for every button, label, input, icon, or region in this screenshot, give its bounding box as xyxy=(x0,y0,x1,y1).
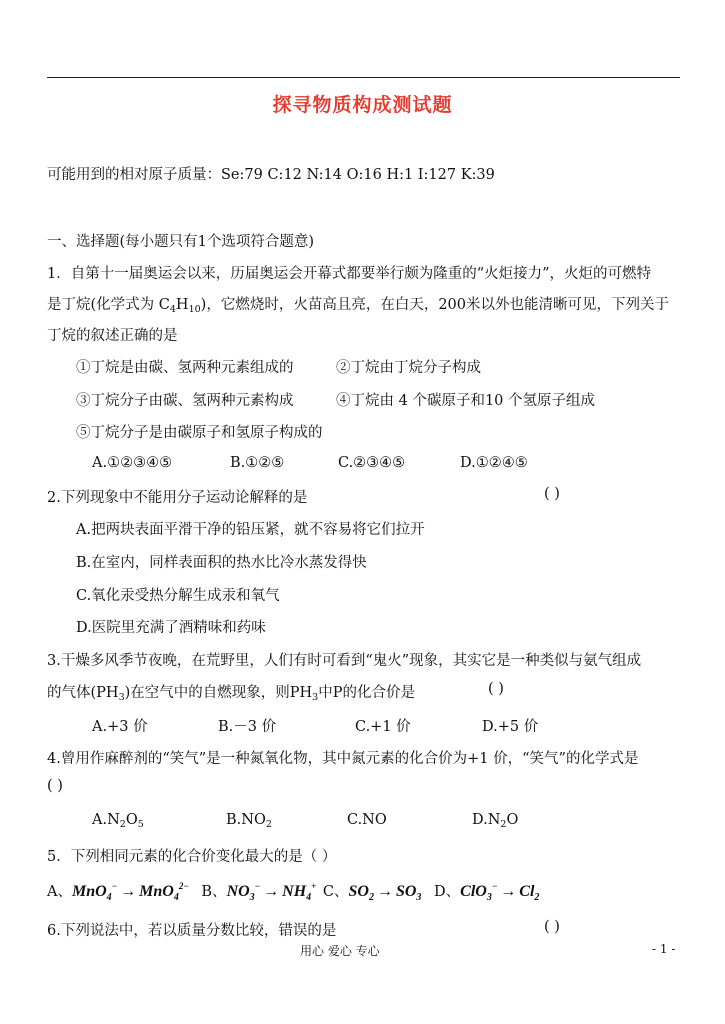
q1-option-a[interactable]: A.①②③④⑤ xyxy=(92,455,173,471)
q1-statement-4: ④丁烷由 4 个碳原子和10 个氢原子组成 xyxy=(336,393,596,409)
q3-line1: 3.干燥多风季节夜晚，在荒野里，人们有时可看到“鬼火”现象，其实它是一种类似与氨气组成 xyxy=(47,653,642,669)
page-number: - 1 - xyxy=(652,942,676,956)
q1-option-b[interactable]: B.①②⑤ xyxy=(230,455,285,471)
arrow-icon: → xyxy=(263,883,280,900)
q3-option-a[interactable]: A.+3 价 xyxy=(92,719,148,735)
q4-option-a[interactable]: $A.N_2O_5$ xyxy=(92,812,144,830)
q4-option-c[interactable]: C.NO xyxy=(347,812,387,828)
q1-line2: 是丁烷(化学式为 $C_4H_{10}$)，它燃烧时，火苗高且亮，在白天，200米以外也能清晰可见，下列关于 xyxy=(47,297,670,315)
q1-statement-3: ③丁烷分子由碳、氢两种元素构成 xyxy=(76,393,294,409)
q1-option-c[interactable]: C.②③④⑤ xyxy=(338,455,406,471)
q4-option-d[interactable]: $D.N_2O$ xyxy=(472,812,519,830)
q1-statement-1: ①丁烷是由碳、氢两种元素组成的 xyxy=(76,360,294,376)
q6-stem: 6.下列说法中，若以质量分数比较，错误的是 xyxy=(47,923,337,939)
q1-statement-2: ②丁烷由丁烷分子构成 xyxy=(336,360,481,376)
q2-option-c[interactable]: C.氧化汞受热分解生成汞和氧气 xyxy=(76,588,280,604)
header-rule xyxy=(47,77,680,78)
q1-statement-5: ⑤丁烷分子是由碳原子和氢原子构成的 xyxy=(76,425,323,441)
q2-stem: 2.下列现象中不能用分子运动论解释的是 xyxy=(47,490,308,506)
q4-option-b[interactable]: $B.NO_2$ xyxy=(226,812,272,830)
q3-option-d[interactable]: D.+5 价 xyxy=(482,719,539,735)
q2-option-a[interactable]: A.把两块表面平滑干净的铅压紧，就不容易将它们拉开 xyxy=(76,522,425,538)
q2-answer-paren: ( ) xyxy=(544,486,560,502)
q1-line1: 1．自第十一届奥运会以来，历届奥运会开幕式都要举行颇为隆重的“火炬接力”，火炬的可燃特 xyxy=(47,266,652,282)
q4-line1: 4.曾用作麻醉剂的“笑气”是一种氮氧化物，其中氮元素的化合价为+1 价，“笑气”的化学式是 xyxy=(47,751,639,767)
arrow-icon: → xyxy=(376,883,393,900)
q1-line3: 丁烷的叙述正确的是 xyxy=(47,328,178,344)
q5-option-b[interactable]: B、$NO_3^- \to NH_4^+$ xyxy=(201,881,317,903)
q2-option-d[interactable]: D.医院里充满了酒精味和药味 xyxy=(76,620,266,636)
q6-answer-paren: ( ) xyxy=(544,919,560,935)
atomic-masses: 可能用到的相对原子质量：Se:79 C:12 N:14 O:16 H:1 I:127 K:39 xyxy=(47,167,495,183)
q3-option-c[interactable]: C.+1 价 xyxy=(355,719,411,735)
section-heading: 一、选择题(每小题只有1个选项符合题意) xyxy=(47,234,315,250)
q5-option-a[interactable]: A、MnO$_4$− → MnO$_4^{2-}$ xyxy=(47,881,189,903)
footer-slogan: 用心 爱心 专心 xyxy=(300,944,380,958)
q3-line2: 的气体$(PH_3)$在空气中的自燃现象，则$PH_3$中P的化合价是 xyxy=(47,685,415,703)
arrow-icon: → xyxy=(500,883,517,900)
q1-option-d[interactable]: D.①②④⑤ xyxy=(460,455,528,471)
q4-answer-paren: ( ) xyxy=(47,778,63,794)
arrow-icon: → xyxy=(120,883,137,900)
q3-option-b[interactable]: B.－3 价 xyxy=(218,719,277,735)
page-title: 探寻物质构成测试题 xyxy=(272,94,453,116)
q5-stem: 5．下列相同元素的化合价变化最大的是（ ） xyxy=(47,849,337,865)
q5-options xyxy=(47,880,539,903)
q5-option-d[interactable]: D、$ClO_3^- \to Cl_2$ xyxy=(434,881,540,903)
q2-option-b[interactable]: B.在室内，同样表面积的热水比冷水蒸发得快 xyxy=(76,555,367,571)
q5-option-c[interactable]: C、$SO_2 \to SO_3$ xyxy=(322,883,422,903)
q3-answer-paren: ( ) xyxy=(488,681,504,697)
